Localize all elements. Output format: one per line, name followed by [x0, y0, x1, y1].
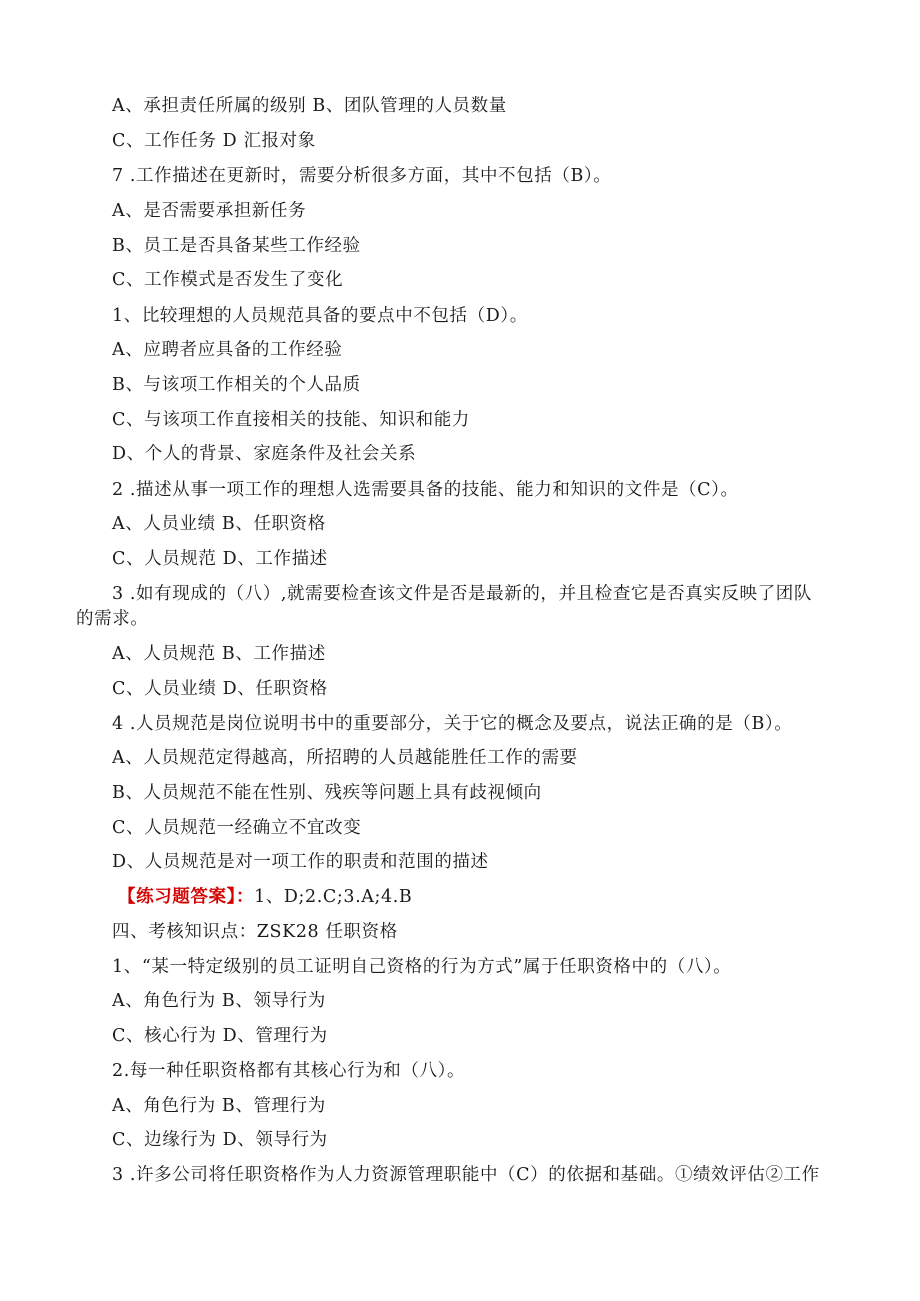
option-line: C、工作任务 D 汇报对象 [112, 131, 316, 151]
question-line: 1、“某一特定级别的员工证明自己资格的行为方式”属于任职资格中的（八）。 [112, 957, 732, 977]
option-line: A、角色行为 B、领导行为 [112, 991, 326, 1011]
section-heading: 四、考核知识点：ZSK28 任职资格 [112, 922, 398, 942]
question-line-continued: 的需求。 [76, 609, 149, 629]
question-line: 2.每一种任职资格都有其核心行为和（八）。 [112, 1061, 466, 1081]
option-line: B、员工是否具备某些工作经验 [112, 236, 361, 256]
option-line: A、人员规范 B、工作描述 [112, 644, 326, 664]
option-line: A、人员规范定得越高，所招聘的人员越能胜任工作的需要 [112, 748, 578, 768]
option-line: D、人员规范是对一项工作的职责和范围的描述 [112, 852, 489, 872]
answer-value: 1、D;2.C;3.A;4.B [254, 887, 413, 907]
option-line: D、个人的背景、家庭条件及社会关系 [112, 444, 417, 464]
option-line: B、与该项工作相关的个人品质 [112, 375, 361, 395]
answer-line [118, 884, 858, 910]
option-line: A、角色行为 B、管理行为 [112, 1096, 326, 1116]
answer-label: 【练习题答案】： [118, 887, 255, 907]
option-line: A、人员业绩 B、任职资格 [112, 514, 326, 534]
option-line: C、与该项工作直接相关的技能、知识和能力 [112, 410, 470, 430]
option-line: A、是否需要承担新任务 [112, 201, 307, 221]
question-line: 7 .工作描述在更新时，需要分析很多方面，其中不包括（B）。 [112, 166, 612, 186]
option-line: C、工作模式是否发生了变化 [112, 270, 344, 290]
option-line: C、人员规范一经确立不宜改变 [112, 818, 362, 838]
question-line: 3 .如有现成的（八）,就需要检查该文件是否是最新的，并且检查它是否真实反映了团队 [112, 584, 812, 604]
option-line: A、应聘者应具备的工作经验 [112, 340, 343, 360]
question-line: 3 .许多公司将任职资格作为人力资源管理职能中（C）的依据和基础。①绩效评估②工作 [112, 1165, 820, 1185]
option-line: C、边缘行为 D、领导行为 [112, 1130, 328, 1150]
option-line: C、人员规范 D、工作描述 [112, 549, 328, 569]
question-line: 4 .人员规范是岗位说明书中的重要部分，关于它的概念及要点，说法正确的是（B）。 [112, 714, 793, 734]
question-line: 2 .描述从事一项工作的理想人选需要具备的技能、能力和知识的文件是（C）。 [112, 480, 739, 500]
option-line: B、人员规范不能在性别、残疾等问题上具有歧视倾向 [112, 783, 542, 803]
question-line: 1、比较理想的人员规范具备的要点中不包括（D）。 [112, 306, 528, 326]
option-line: C、人员业绩 D、任职资格 [112, 679, 328, 699]
option-line: A、承担责任所属的级别 B、团队管理的人员数量 [112, 96, 507, 116]
option-line: C、核心行为 D、管理行为 [112, 1026, 328, 1046]
